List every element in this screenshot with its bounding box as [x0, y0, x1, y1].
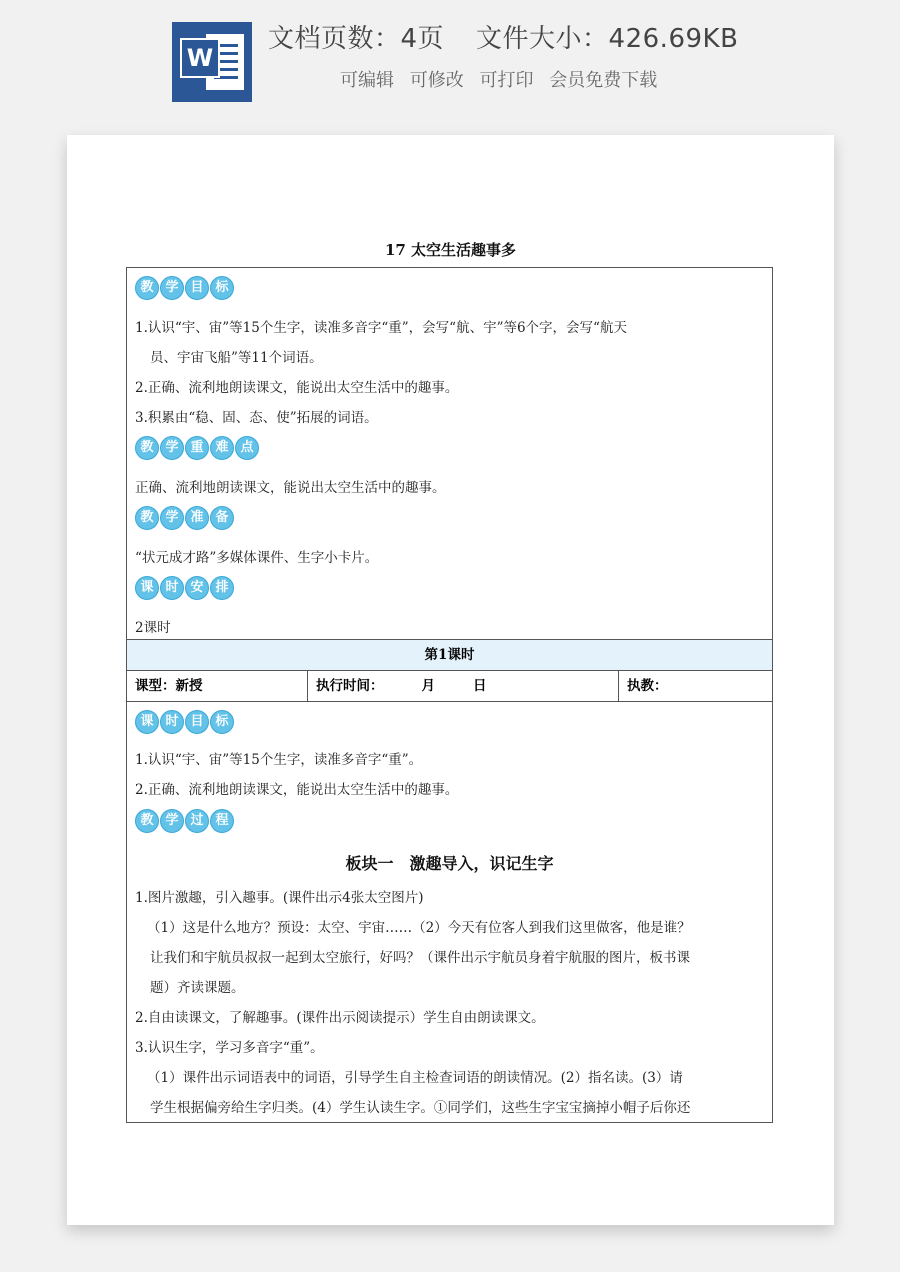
badge-char: 时 [160, 710, 184, 734]
badge-char: 学 [160, 276, 184, 300]
badge-teaching-goals [135, 276, 234, 300]
badge-char: 学 [160, 436, 184, 460]
exec-day: 日 [473, 678, 487, 694]
goal-line-2: 2.正确、流利地朗读课文，能说出太空生活中的趣事。 [135, 380, 459, 396]
badge-char: 教 [135, 809, 159, 833]
badge-char: 难 [210, 436, 234, 460]
key-points-text: 正确、流利地朗读课文，能说出太空生活中的趣事。 [135, 480, 446, 496]
badge-char: 学 [160, 809, 184, 833]
document-page [67, 135, 834, 1225]
teacher-cell: 执教： [627, 678, 668, 694]
word-w-box [180, 38, 220, 78]
process-line-2: （1）这是什么地方？预设：太空、宇宙……（2）今天有位客人到我们这里做客，他是谁？ [147, 920, 691, 936]
process-line-5: 2.自由读课文，了解趣事。(课件出示阅读提示）学生自由朗读课文。 [135, 1010, 545, 1026]
badge-char: 课 [135, 710, 159, 734]
badge-key-points [135, 436, 259, 460]
period-goal-1: 1.认识“宇、宙”等15个生字，读准多音字“重”。 [135, 752, 423, 768]
banner-title [268, 18, 770, 55]
badge-period-goals [135, 710, 234, 734]
period-title-row: 第1课时 [127, 639, 772, 671]
feature-printable: 可打印 [479, 70, 534, 91]
lesson-table [126, 267, 773, 1123]
badge-char: 安 [185, 576, 209, 600]
schedule-text: 2课时 [135, 620, 171, 636]
badge-char: 点 [235, 436, 259, 460]
preparation-text: “状元成才路”多媒体课件、生字小卡片。 [135, 550, 379, 566]
badge-char: 学 [160, 506, 184, 530]
badge-char: 标 [210, 710, 234, 734]
feature-modifiable: 可修改 [409, 70, 464, 91]
badge-char: 目 [185, 710, 209, 734]
badge-preparation [135, 506, 234, 530]
lesson-type-cell: 课型：新授 [127, 671, 308, 701]
badge-char: 备 [210, 506, 234, 530]
badge-char: 标 [210, 276, 234, 300]
badge-teaching-process [135, 809, 234, 833]
badge-char: 目 [185, 276, 209, 300]
process-line-4: 题）齐读课题。 [150, 980, 245, 996]
badge-char: 教 [135, 436, 159, 460]
exec-time-cell [308, 671, 619, 701]
period-content [127, 702, 772, 1122]
badge-char: 教 [135, 276, 159, 300]
exec-time-label: 执行时间： [316, 678, 384, 694]
section-heading: 板块一 激趣导入，识记生字 [345, 854, 554, 873]
exec-month: 月 [421, 678, 435, 694]
feature-list [340, 66, 667, 92]
download-banner [0, 0, 900, 118]
process-line-7: （1）课件出示词语表中的词语，引导学生自主检查词语的朗读情况。(2）指名读。(3）请 [147, 1070, 683, 1086]
word-w-letter: W [186, 44, 214, 72]
process-line-1: 1.图片激趣，引入趣事。(课件出示4张太空图片) [135, 890, 424, 906]
badge-char: 课 [135, 576, 159, 600]
goal-line-3: 3.积累由“稳、固、态、使”拓展的词语。 [135, 410, 378, 426]
badge-char: 时 [160, 576, 184, 600]
badge-char: 程 [210, 809, 234, 833]
feature-editable: 可编辑 [340, 70, 394, 91]
process-line-6: 3.认识生字，学习多音字“重”。 [135, 1040, 324, 1056]
doc-title: 17 太空生活趣事多 [384, 241, 517, 259]
period-meta-row [127, 671, 772, 702]
badge-char: 准 [185, 506, 209, 530]
goal-line-1: 1.认识“宇、宙”等15个生字，读准多音字“重”，会写“航、宇”等6个字，会写“航天 [135, 320, 627, 336]
badge-schedule [135, 576, 234, 600]
badge-char: 排 [210, 576, 234, 600]
badge-char: 教 [135, 506, 159, 530]
feature-member-download: 会员免费下载 [549, 70, 658, 91]
process-line-3: 让我们和宇航员叔叔一起到太空旅行，好吗？（课件出示宇航员身着宇航服的图片，板书课 [150, 950, 690, 966]
file-size: 文件大小：426.69KB [476, 24, 739, 54]
page-count: 文档页数：4页 [268, 24, 445, 54]
badge-char: 重 [185, 436, 209, 460]
period-goal-2: 2.正确、流利地朗读课文，能说出太空生活中的趣事。 [135, 782, 459, 798]
word-doc-icon [172, 22, 252, 102]
lesson-overview [127, 268, 772, 639]
goal-line-1-cont: 员、宇宙飞船”等11个词语。 [150, 350, 323, 366]
badge-char: 过 [185, 809, 209, 833]
process-line-8: 学生根据偏旁给生字归类。(4）学生认读生字。①同学们，这些生字宝宝摘掉小帽子后你还 [150, 1100, 691, 1116]
